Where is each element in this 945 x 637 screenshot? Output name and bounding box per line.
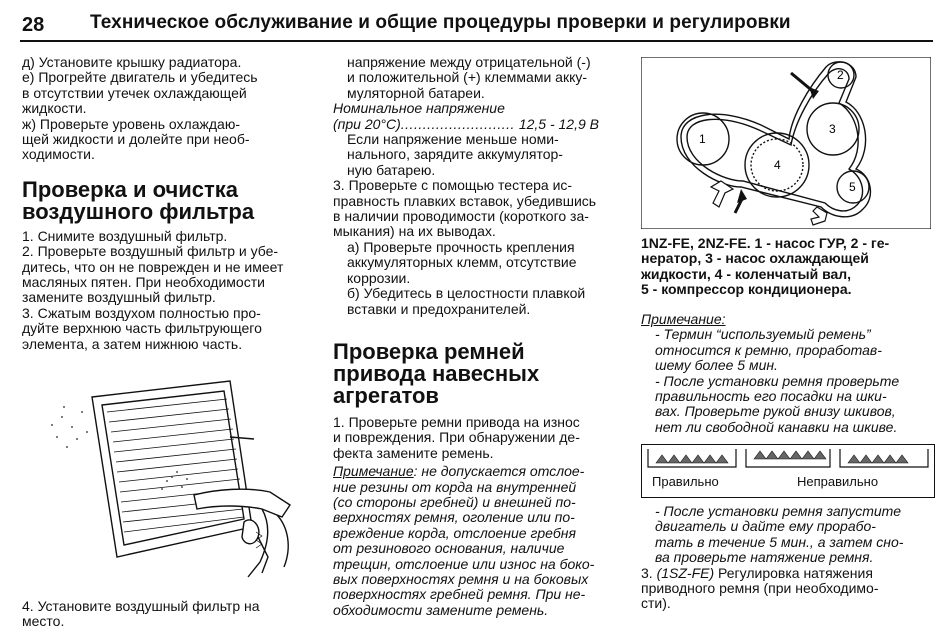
spec-dots: .......................... [400, 115, 515, 132]
page-header [0, 0, 945, 40]
text-line: шему более 5 мин. [655, 357, 778, 374]
text-line: щей жидкости и долейте при необ- [22, 131, 250, 148]
spec-row [333, 117, 626, 132]
caption-line: жидкости, 4 - коленчатый вал, [641, 265, 852, 282]
text-line: замените воздушный фильтр. [22, 289, 216, 306]
belt-fit-sketch [642, 445, 934, 473]
heading-line: Проверка ремней [333, 338, 525, 364]
text-line: двигатель и дайте ему прорабо- [655, 518, 876, 535]
text-line: верхностях ремня, оголение или по- [333, 509, 575, 526]
text-line: тать в течение 5 мин., а затем сно- [655, 533, 904, 550]
air-filter-step-4 [22, 599, 324, 630]
text-line: дитесь, что он не поврежден и не имеет [22, 258, 284, 275]
text-line: в наличии проводимости (короткого за- [333, 208, 589, 225]
text-line: правность плавких вставок, убедившись [333, 192, 597, 209]
text-line: сти). [641, 595, 671, 612]
text-line: и положительной (+) клеммами акку- [347, 69, 588, 86]
nominal-voltage-spec [333, 101, 626, 132]
text-line [641, 566, 936, 581]
page-number: 28 [22, 14, 45, 36]
air-filter-steps [22, 229, 324, 352]
text-line: элемента, а затем нижнюю часть. [22, 335, 243, 352]
text-line: вреждение корда, отслоение гребня [333, 524, 576, 541]
section-heading-air-filter [22, 176, 324, 224]
text-line: ние резины от корда на внутренней [333, 478, 577, 495]
label-2: 2 [837, 68, 844, 82]
text-line: ж) Проверьте уровень охлаждаю- [22, 115, 240, 132]
belt-step-1 [333, 415, 626, 461]
note-3 [641, 504, 936, 566]
label-incorrect: Неправильно [797, 474, 879, 489]
label-3: 3 [829, 122, 836, 136]
text-line: - После установки ремня проверьте [655, 372, 900, 389]
text-line: 1. Снимите воздушный фильтр. [22, 227, 228, 244]
charge-note [333, 132, 626, 178]
text-line: от резинового основания, наличие [333, 540, 565, 557]
text-line: (со стороны гребней) и внешней по- [333, 493, 576, 510]
text-line: вах. Проверьте рукой внизу шкивов, [655, 403, 896, 420]
heading-line: агрегатов [333, 382, 439, 408]
text-line: ную батарею. [347, 161, 436, 178]
fuse-check-step [333, 178, 626, 240]
spec-value: 12,5 - 12,9 В [518, 115, 599, 132]
text-line: место. [22, 613, 65, 630]
text-line: а) Проверьте прочность крепления [347, 238, 575, 255]
step-number: 3. [641, 564, 653, 581]
text-line: относится к ремню, проработав- [655, 341, 882, 358]
label-5: 5 [849, 180, 856, 194]
section-heading-belts [333, 338, 626, 408]
text-line: вых поверхностях ремня и на боковых [333, 570, 589, 587]
text-line: ва проверьте натяжение ремня. [655, 549, 874, 566]
text-line: обходимости замените ремень. [333, 601, 549, 618]
text-line: д) Установите крышку радиатора. [22, 54, 242, 70]
belt-step-3 [641, 566, 936, 612]
belt-notes [641, 312, 936, 435]
text-line: фекта замените ремень. [333, 444, 494, 461]
text-line: 4. Установите воздушный фильтр на [22, 598, 260, 614]
text-line: мыкания) на их выводах. [333, 223, 496, 240]
heading-line: привода навесных [333, 360, 540, 386]
spec-label: Номинальное напряжение [333, 100, 505, 117]
label-4: 4 [774, 158, 781, 172]
text-line: коррозии. [347, 269, 411, 286]
note-text: : не допускается отслое- [413, 463, 585, 480]
page-title: Техническое обслуживание и общие процедуры проверки и регулировки [90, 12, 791, 33]
heading-line: воздушного фильтра [22, 198, 255, 224]
text-line: и повреждения. При обнаружении де- [333, 429, 580, 446]
text-line: приводного ремня (при необходимо- [641, 580, 879, 597]
note-label: Примечание [333, 463, 414, 480]
belt-fit-diagram [641, 444, 935, 498]
column-2 [333, 55, 626, 618]
text-line: трещин, отслоение или износ на боко- [333, 555, 595, 572]
text-line: - Термин “используемый ремень” [655, 326, 871, 343]
text-line: правильность его посадки на шки- [655, 388, 887, 405]
substep-b [333, 286, 626, 317]
column-3-bottom [641, 504, 936, 612]
text-line: ходимости. [22, 146, 95, 163]
text-line [333, 464, 626, 479]
text-line: 2. Проверьте воздушный фильтр и убе- [22, 243, 279, 260]
text-line: в отсутствии утечек охлаждающей [22, 84, 247, 101]
battery-voltage-text [333, 55, 626, 101]
label-correct: Правильно [652, 474, 719, 489]
text-line: Если напряжение меньше номи- [347, 131, 559, 148]
text-line: масляных пятен. При необходимости [22, 274, 265, 291]
header-rule [20, 40, 933, 42]
text-line: е) Прогрейте двигатель и убедитесь [22, 69, 258, 86]
belt-note [333, 464, 626, 618]
text-line: вставки и предохранителей. [347, 300, 531, 317]
belt-routing-diagram [641, 57, 931, 229]
text-line: аккумуляторных клемм, отсутствие [347, 254, 577, 271]
engine-model: (1SZ-FE) [656, 564, 715, 581]
label-1: 1 [699, 132, 706, 146]
note-label: Примечание: [641, 311, 726, 327]
air-filter-illustration [22, 377, 324, 589]
text-line: напряжение между отрицательной (-) [347, 54, 591, 70]
step-text: Регулировка натяжения [714, 564, 873, 581]
text-line: б) Убедитесь в целостности плавкой [347, 285, 586, 302]
text-line: нального, зарядите аккумулятор- [347, 146, 563, 163]
text-line: - После установки ремня запустите [655, 503, 902, 519]
caption-line: 5 - компрессор кондиционера. [641, 281, 852, 298]
text-line: жидкости. [22, 100, 87, 117]
text-line: поверхностях гребней ремня. При не- [333, 586, 586, 603]
substep-a [333, 240, 626, 286]
text-line: 3. Проверьте с помощью тестера ис- [333, 177, 573, 194]
text-line: 3. Сжатым воздухом полностью про- [22, 304, 261, 321]
text-line: нет ли свободной канавки на шкиве. [655, 418, 898, 435]
note-1 [641, 327, 936, 373]
text-line: дуйте верхнюю часть фильтрующего [22, 320, 262, 337]
note-2 [641, 374, 936, 436]
text-line: муляторной батареи. [347, 84, 485, 101]
spec-condition: (при 20°С) [333, 115, 401, 132]
caption-line: нератор, 3 - насос охлаждающей [641, 250, 869, 267]
column-1 [22, 55, 324, 352]
heading-line: Проверка и очистка [22, 176, 239, 202]
caption-line: 1NZ-FE, 2NZ-FE. 1 - насос ГУР, 2 - ге- [641, 235, 890, 251]
belt-diagram-caption [641, 236, 936, 298]
text-line: 1. Проверьте ремни привода на износ [333, 413, 580, 430]
coolant-steps [22, 55, 324, 163]
